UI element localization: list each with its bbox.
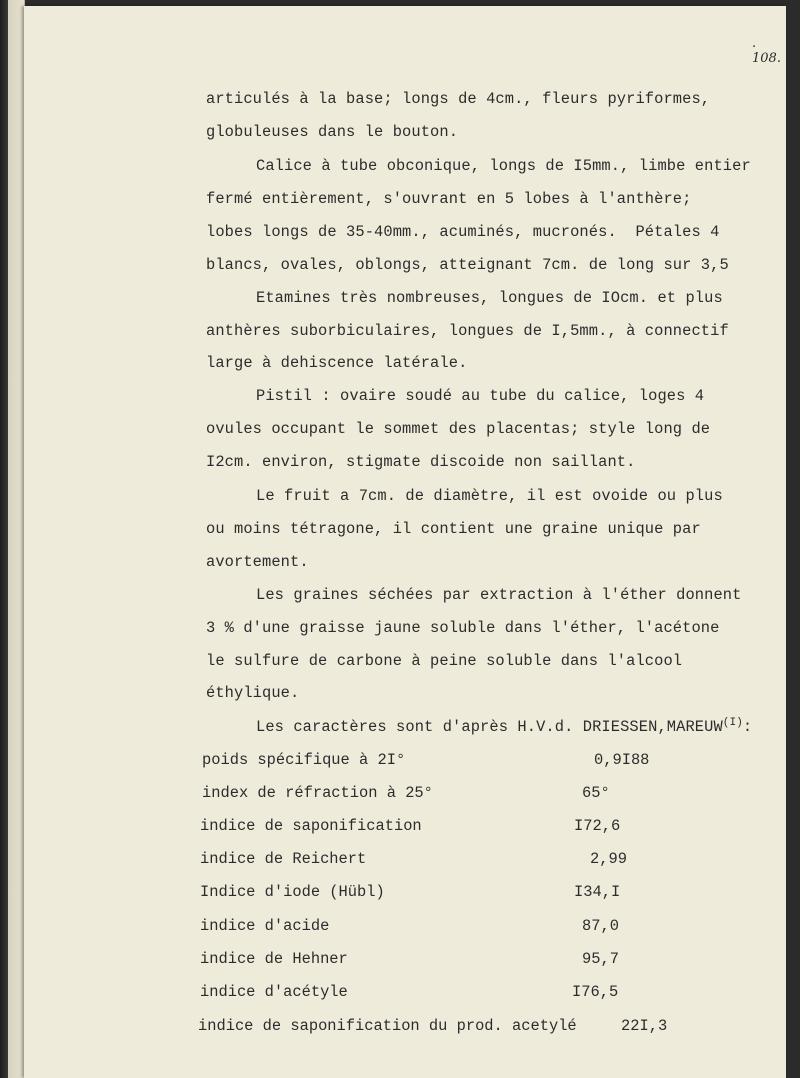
text-line: articulés à la base; longs de 4cm., fleurs pyriformes, bbox=[206, 90, 711, 108]
characteristic-name: indice d'acide bbox=[200, 917, 330, 935]
text-line: Le fruit a 7cm. de diamètre, il est ovoide ou plus bbox=[256, 487, 723, 505]
characteristic-value: I72,6 bbox=[574, 817, 621, 835]
text-line: ou moins tétragone, il contient une graine unique par bbox=[206, 520, 701, 538]
text-line: lobes longs de 35-40mm., acuminés, mucronés. Pétales 4 bbox=[206, 223, 720, 241]
table-intro-line bbox=[256, 717, 752, 736]
characteristic-value: I34,I bbox=[574, 883, 621, 901]
text-line: fermé entièrement, s'ouvrant en 5 lobes à l'anthère; bbox=[206, 190, 692, 208]
characteristic-name: index de réfraction à 25° bbox=[202, 784, 433, 802]
characteristic-value: I76,5 bbox=[572, 983, 619, 1001]
characteristic-name: indice de Reichert bbox=[200, 850, 367, 868]
characteristic-value: 2,99 bbox=[590, 850, 627, 868]
text-line: anthères suborbiculaires, longues de I,5mm., à connectif bbox=[206, 322, 729, 340]
characteristic-value: 22I,3 bbox=[621, 1017, 668, 1035]
text-line: le sulfure de carbone à peine soluble dans l'alcool bbox=[206, 652, 683, 670]
characteristic-name: indice d'acétyle bbox=[200, 983, 348, 1001]
table-intro-text: Les caractères sont d'après H.V.d. DRIESSEN,MAREUW bbox=[256, 718, 723, 736]
text-line: I2cm. environ, stigmate discoide non saillant. bbox=[206, 453, 636, 471]
text-line: éthylique. bbox=[206, 684, 300, 702]
text-line: globuleuses dans le bouton. bbox=[206, 123, 459, 141]
characteristic-name: indice de Hehner bbox=[200, 950, 348, 968]
previous-page-edge bbox=[8, 0, 25, 1078]
text-line: large à dehiscence latérale. bbox=[206, 354, 468, 372]
text-line: Les graines séchées par extraction à l'éther donnent bbox=[256, 586, 742, 604]
page-number: . 108. bbox=[752, 36, 781, 66]
table-intro-colon: : bbox=[742, 718, 753, 736]
text-line: 3 % d'une graisse jaune soluble dans l'éther, l'acétone bbox=[206, 619, 720, 637]
text-line: blancs, ovales, oblongs, atteignant 7cm. de long sur 3,5 bbox=[206, 256, 729, 274]
characteristic-value: 0,9I88 bbox=[594, 751, 650, 769]
characteristic-name: indice de saponification bbox=[200, 817, 422, 835]
footnote-reference: (I) bbox=[722, 717, 743, 729]
text-line: avortement. bbox=[206, 553, 309, 571]
text-line: ovules occupant le sommet des placentas; style long de bbox=[206, 420, 711, 438]
text-line: Etamines très nombreuses, longues de IOcm. et plus bbox=[256, 289, 723, 307]
text-line: Calice à tube obconique, longs de I5mm., limbe entier bbox=[256, 157, 751, 175]
characteristic-value: 65° bbox=[582, 784, 610, 802]
characteristic-name: poids spécifique à 2I° bbox=[202, 751, 406, 769]
characteristic-name: indice de saponification du prod. acetylé bbox=[198, 1017, 577, 1035]
text-line: Pistil : ovaire soudé au tube du calice, loges 4 bbox=[256, 387, 705, 405]
typewritten-page bbox=[24, 6, 786, 1078]
characteristic-name: Indice d'iode (Hübl) bbox=[200, 883, 385, 901]
characteristic-value: 87,0 bbox=[582, 917, 619, 935]
characteristic-value: 95,7 bbox=[582, 950, 619, 968]
